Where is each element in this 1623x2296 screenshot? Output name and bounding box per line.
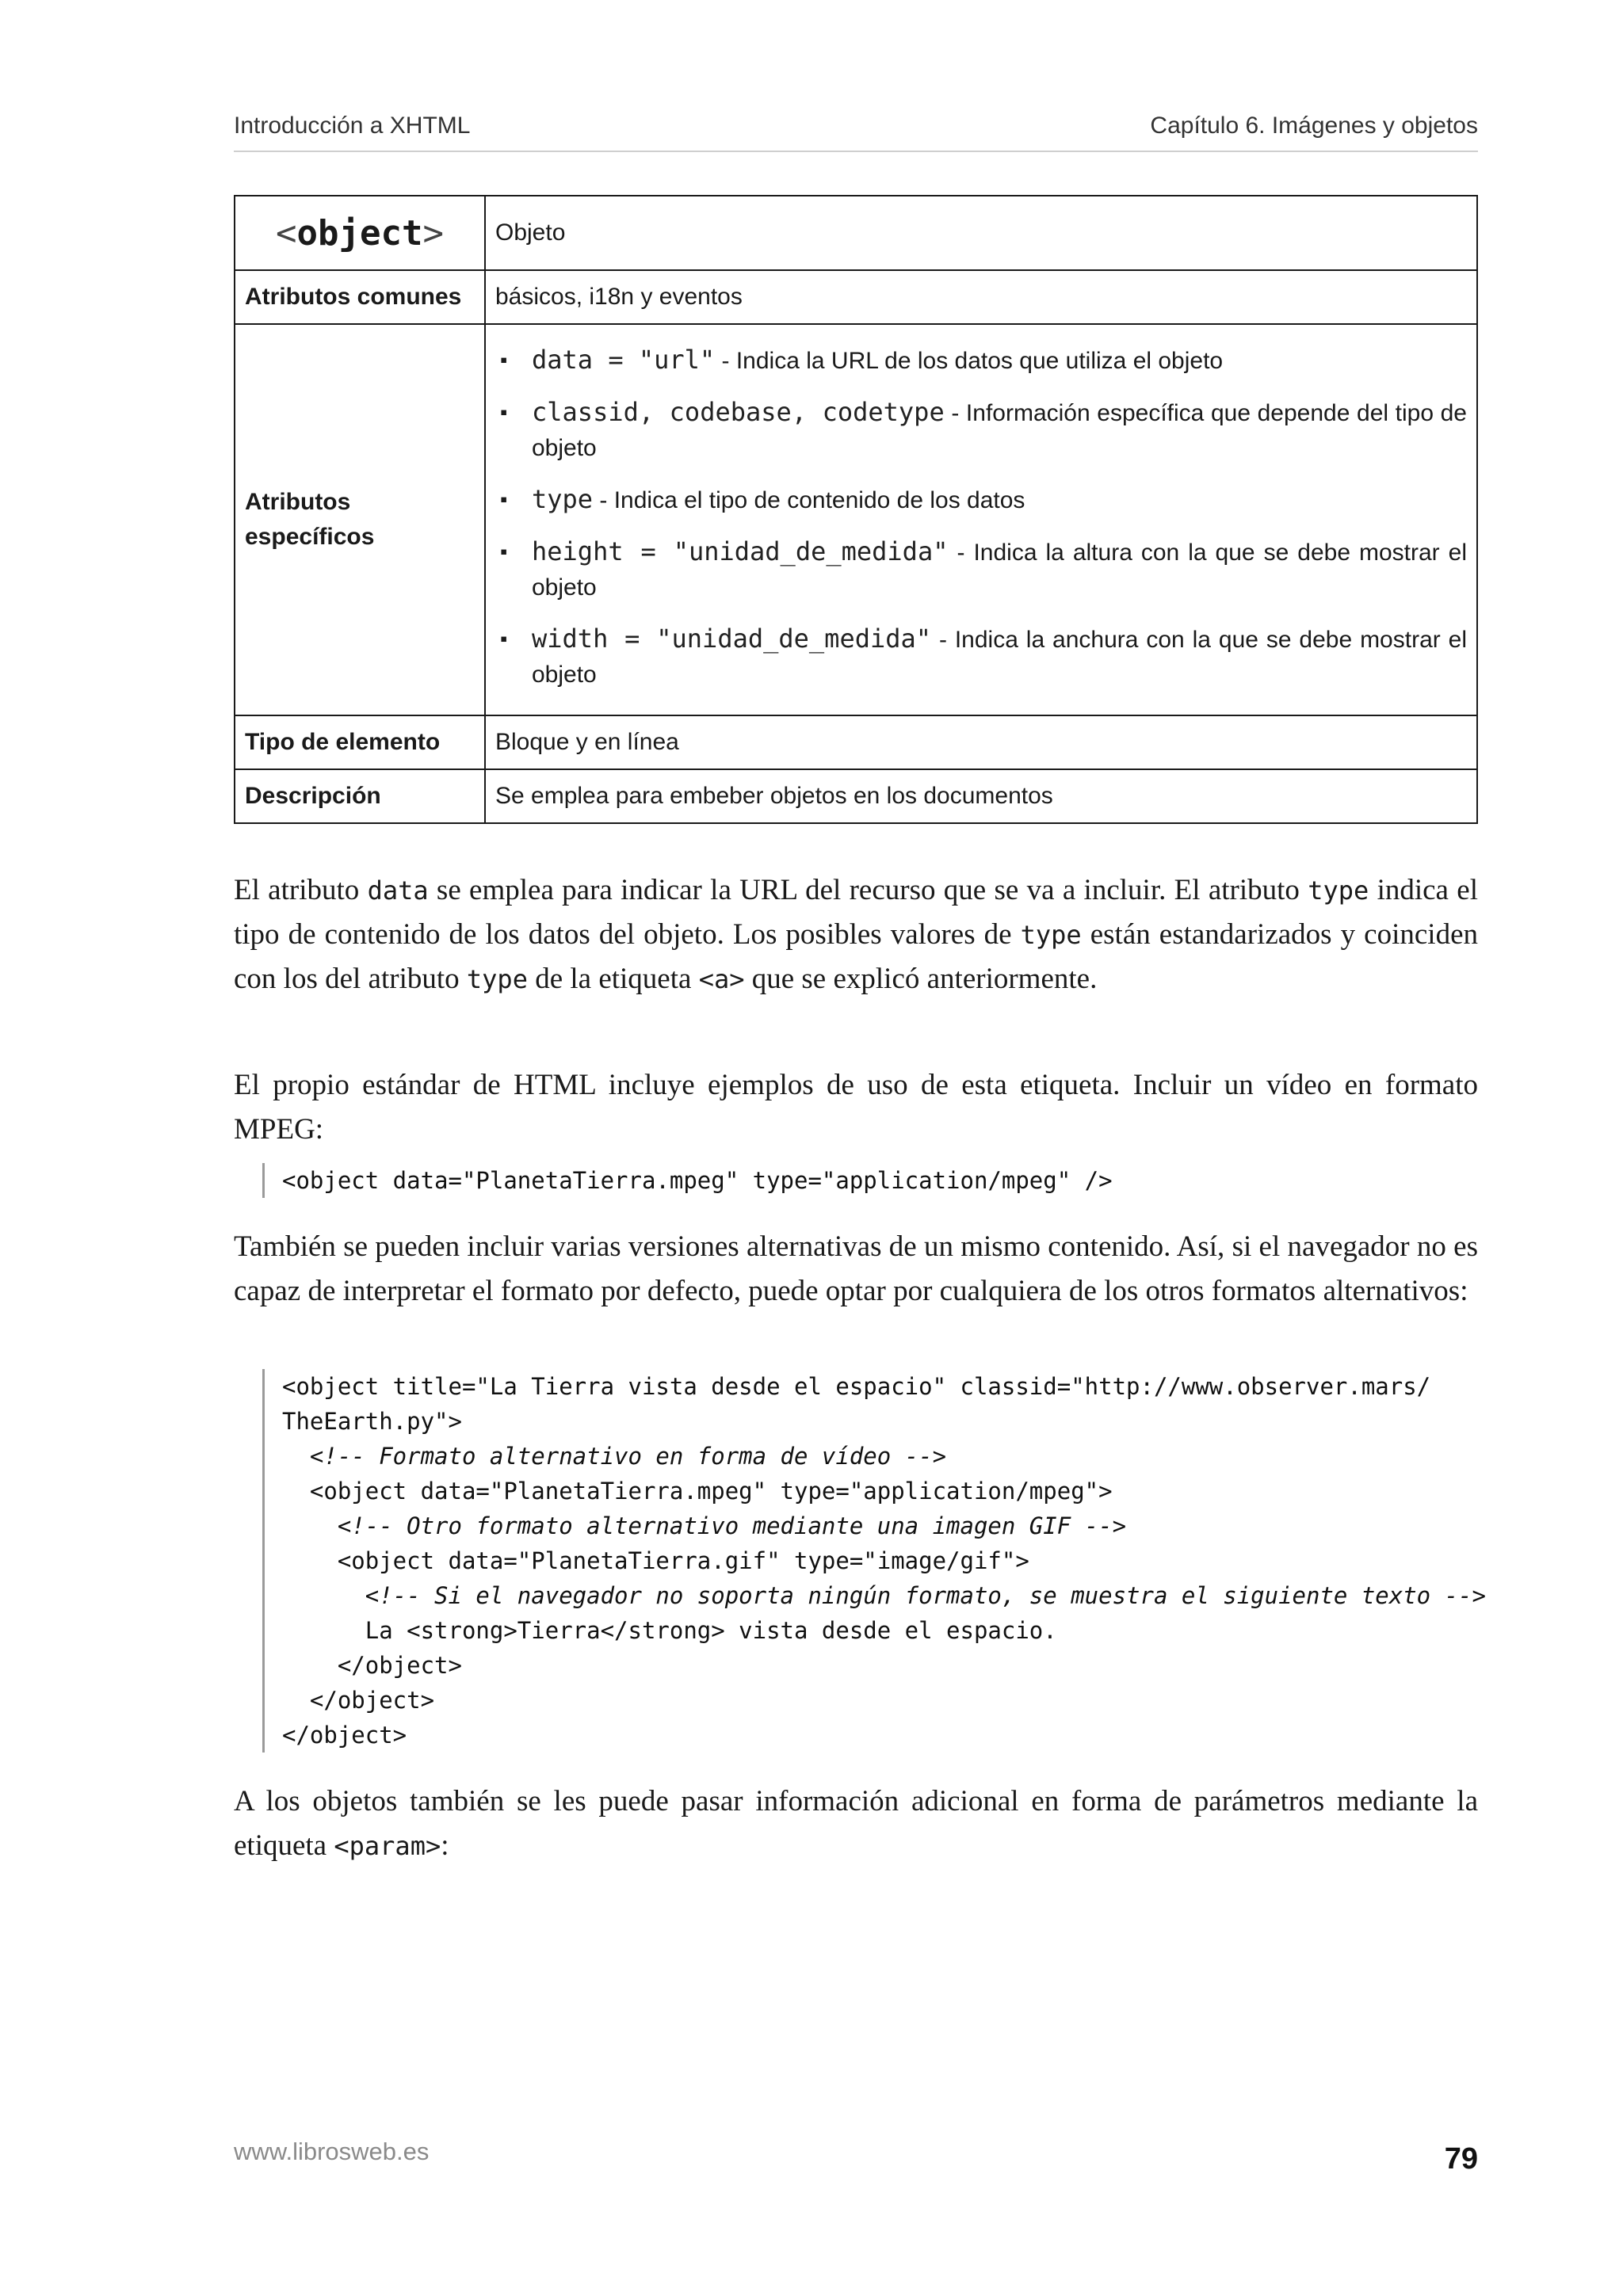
inline-code: type (1308, 875, 1369, 906)
footer-site-link[interactable]: www.librosweb.es (234, 2138, 430, 2165)
list-item (495, 621, 1467, 692)
text-run: de la etiqueta (527, 963, 699, 995)
tag-description-cell: Objeto (485, 196, 1477, 270)
attribute-text: - Indica la URL de los datos que utiliza el objeto (715, 348, 1224, 374)
table-row (235, 715, 1477, 769)
attribute-text: - Indica la anchura con la que se debe mostrar el objeto (532, 627, 1467, 688)
paragraph-param-tag (234, 1779, 1478, 1868)
text-run: A los objetos también se les puede pasar información adicional en forma de parámetros mediante la etiqueta (234, 1785, 1478, 1862)
paragraph-alternatives: También se pueden incluir varias versiones alternativas de un mismo contenido. Así, si el navegador no es capaz de interpretar el formato por defecto, puede optar por cualquiera de los otros formatos alternativos: (234, 1230, 1478, 1307)
attribute-code: classid, codebase, codetype (532, 397, 945, 427)
text-run: que se explicó anteriormente. (744, 963, 1098, 995)
list-item (495, 395, 1467, 466)
code-block-nested-objects (262, 1369, 1498, 1753)
list-item (495, 482, 1467, 518)
text-run: El atributo (234, 874, 368, 906)
element-type-value: Bloque y en línea (485, 715, 1477, 769)
code-comment-line: <!-- Otro formato alternativo mediante una imagen GIF --> (282, 1512, 1127, 1539)
inline-code: type (466, 964, 528, 994)
attribute-code: height = "unidad_de_medida" (532, 536, 949, 566)
header-chapter-title: Capítulo 6. Imágenes y objetos (1150, 113, 1478, 139)
table-row (235, 769, 1477, 823)
attribute-code: type (532, 484, 594, 514)
table-row (235, 270, 1477, 324)
tag-name: object (296, 212, 423, 254)
tag-open-bracket: < (276, 212, 297, 254)
code-block-mpeg: <object data="PlanetaTierra.mpeg" type="application/mpeg" /> (262, 1163, 1498, 1198)
attribute-text: - Indica la altura con la que se debe mostrar el objeto (532, 540, 1468, 601)
attribute-code: width = "unidad_de_medida" (532, 624, 932, 654)
inline-code: data (367, 875, 429, 906)
object-reference-table (234, 195, 1478, 824)
list-item (495, 342, 1467, 379)
attribute-text: - Indica el tipo de contenido de los datos (593, 487, 1025, 513)
description-label: Descripción (235, 769, 485, 823)
paragraph-data-attribute (234, 868, 1478, 1001)
code-line: La <strong>Tierra</strong> vista desde el espacio. (282, 1617, 1057, 1644)
code-line: TheEarth.py"> (282, 1408, 462, 1435)
text-run: se emplea para indicar la URL del recurso que se va a incluir. El atributo (428, 874, 1308, 906)
code-line: </object> (282, 1687, 435, 1714)
table-row (235, 196, 1477, 270)
inline-code: type (1020, 920, 1082, 950)
attribute-code: data = "url" (532, 345, 716, 375)
text-run: : (441, 1829, 449, 1862)
inline-code: <param> (334, 1831, 441, 1861)
paragraph-standard-example: El propio estándar de HTML incluye ejemplos de uso de esta etiqueta. Incluir un vídeo en formato MPEG: (234, 1069, 1478, 1146)
list-item (495, 534, 1467, 605)
tag-name-cell (235, 196, 485, 270)
code-comment-line: <!-- Si el navegador no soporta ningún formato, se muestra el siguiente texto --> (282, 1582, 1486, 1609)
code-line: <object title="La Tierra vista desde el espacio" classid="http://www.observer.mars/ (282, 1373, 1431, 1400)
text-run: están estandarizados y coinciden con los del atributo (234, 918, 1478, 995)
inline-code: <a> (698, 964, 745, 994)
text-run: indica el tipo de contenido de los datos del objeto. Los posibles valores de (234, 874, 1478, 951)
tag-close-bracket: > (422, 212, 444, 254)
code-line: </object> (282, 1722, 407, 1749)
table-row (235, 324, 1477, 715)
attribute-text: - Información específica que depende del tipo de objeto (532, 400, 1467, 461)
header-book-title: Introducción a XHTML (234, 113, 471, 139)
common-attributes-label: Atributos comunes (235, 270, 485, 324)
specific-attributes-label: Atributos específicos (235, 324, 485, 715)
code-line: <object data="PlanetaTierra.gif" type="image/gif"> (282, 1547, 1029, 1574)
page-header (234, 109, 1478, 152)
code-comment-line: <!-- Formato alternativo en forma de vídeo --> (282, 1443, 947, 1470)
common-attributes-value: básicos, i18n y eventos (485, 270, 1477, 324)
description-value: Se emplea para embeber objetos en los documentos (485, 769, 1477, 823)
specific-attributes-list (495, 325, 1467, 715)
page-number: 79 (1444, 2142, 1478, 2176)
code-line: </object> (282, 1652, 462, 1679)
specific-attributes-cell (485, 324, 1477, 715)
code-line: <object data="PlanetaTierra.mpeg" type="application/mpeg"> (282, 1478, 1113, 1505)
element-type-label: Tipo de elemento (235, 715, 485, 769)
